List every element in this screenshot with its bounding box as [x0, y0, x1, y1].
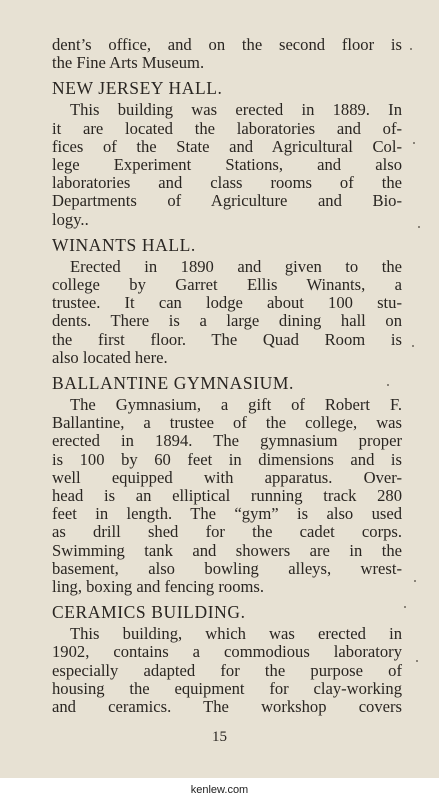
text-line: the Fine Arts Museum. — [52, 53, 205, 73]
text-line: Swimming tank and showers are in the — [52, 540, 402, 560]
text-line: as drill shed for the cadet corps. — [52, 522, 402, 542]
print-speck — [413, 142, 415, 144]
print-speck — [404, 606, 406, 608]
text-line: Ballantine, a trustee of the college, was — [52, 413, 402, 433]
print-speck — [416, 660, 418, 662]
section-heading-ceramics-building: CERAMICS BUILDING. — [52, 602, 246, 623]
text-line: erected in 1894. The gymnasium proper — [52, 431, 402, 451]
text-line: 1902, contains a commodious laboratory — [52, 642, 402, 662]
text-line: and ceramics. The workshop covers — [52, 697, 402, 717]
text-line: feet in length. The “gym” is also used — [52, 504, 402, 524]
print-speck — [418, 226, 420, 228]
section-paragraph-ballantine-gymnasium — [52, 396, 402, 596]
page-number: 15 — [212, 729, 227, 745]
text-line: the first floor. The Quad Room is — [52, 329, 402, 349]
text-line: This building was erected in 1889. In — [70, 100, 402, 120]
text-line: Departments of Agriculture and Bio- — [52, 191, 402, 211]
section-heading-new-jersey-hall: NEW JERSEY HALL. — [52, 78, 223, 99]
print-speck — [414, 580, 416, 582]
footer-site-name: kenlew.com — [190, 784, 249, 796]
print-speck — [387, 384, 389, 386]
text-line: also located here. — [52, 347, 168, 367]
text-line: dents. There is a large dining hall on — [52, 311, 402, 331]
section-paragraph-new-jersey-hall — [52, 101, 402, 228]
section-paragraph-ceramics-building — [52, 625, 402, 716]
text-line: logy.. — [52, 209, 89, 229]
text-line: well equipped with apparatus. Over- — [52, 467, 402, 487]
text-line: housing the equipment for clay-working — [52, 678, 402, 698]
text-line: ling, boxing and fencing rooms. — [52, 577, 264, 597]
print-speck — [410, 48, 412, 50]
text-line: Erected in 1890 and given to the — [70, 256, 402, 276]
text-line: basement, also bowling alleys, wrest- — [52, 558, 402, 578]
intro-paragraph — [52, 36, 402, 72]
text-line: trustee. It can lodge about 100 stu- — [52, 293, 402, 313]
text-line: The Gymnasium, a gift of Robert F. — [70, 395, 402, 415]
site-footer — [0, 778, 439, 800]
text-line: fices of the State and Agricultural Col- — [52, 136, 402, 156]
text-line: head is an elliptical running track 280 — [52, 486, 402, 506]
section-heading-ballantine-gymnasium: BALLANTINE GYMNASIUM. — [52, 373, 295, 394]
text-line: it are located the laboratories and of- — [52, 118, 402, 138]
text-line: especially adapted for the purpose of — [52, 660, 402, 680]
text-line: This building, which was erected in — [70, 624, 402, 644]
section-paragraph-winants-hall — [52, 258, 402, 367]
text-column — [52, 36, 402, 716]
text-line: is 100 by 60 feet in dimensions and is — [52, 449, 402, 469]
text-line: lege Experiment Stations, and also — [52, 155, 402, 175]
text-line: college by Garret Ellis Winants, a — [52, 275, 402, 295]
text-line: dent’s office, and on the second floor is — [52, 35, 402, 54]
print-speck — [412, 345, 414, 347]
section-heading-winants-hall: WINANTS HALL. — [52, 234, 196, 255]
text-line: laboratories and class rooms of the — [52, 173, 402, 193]
